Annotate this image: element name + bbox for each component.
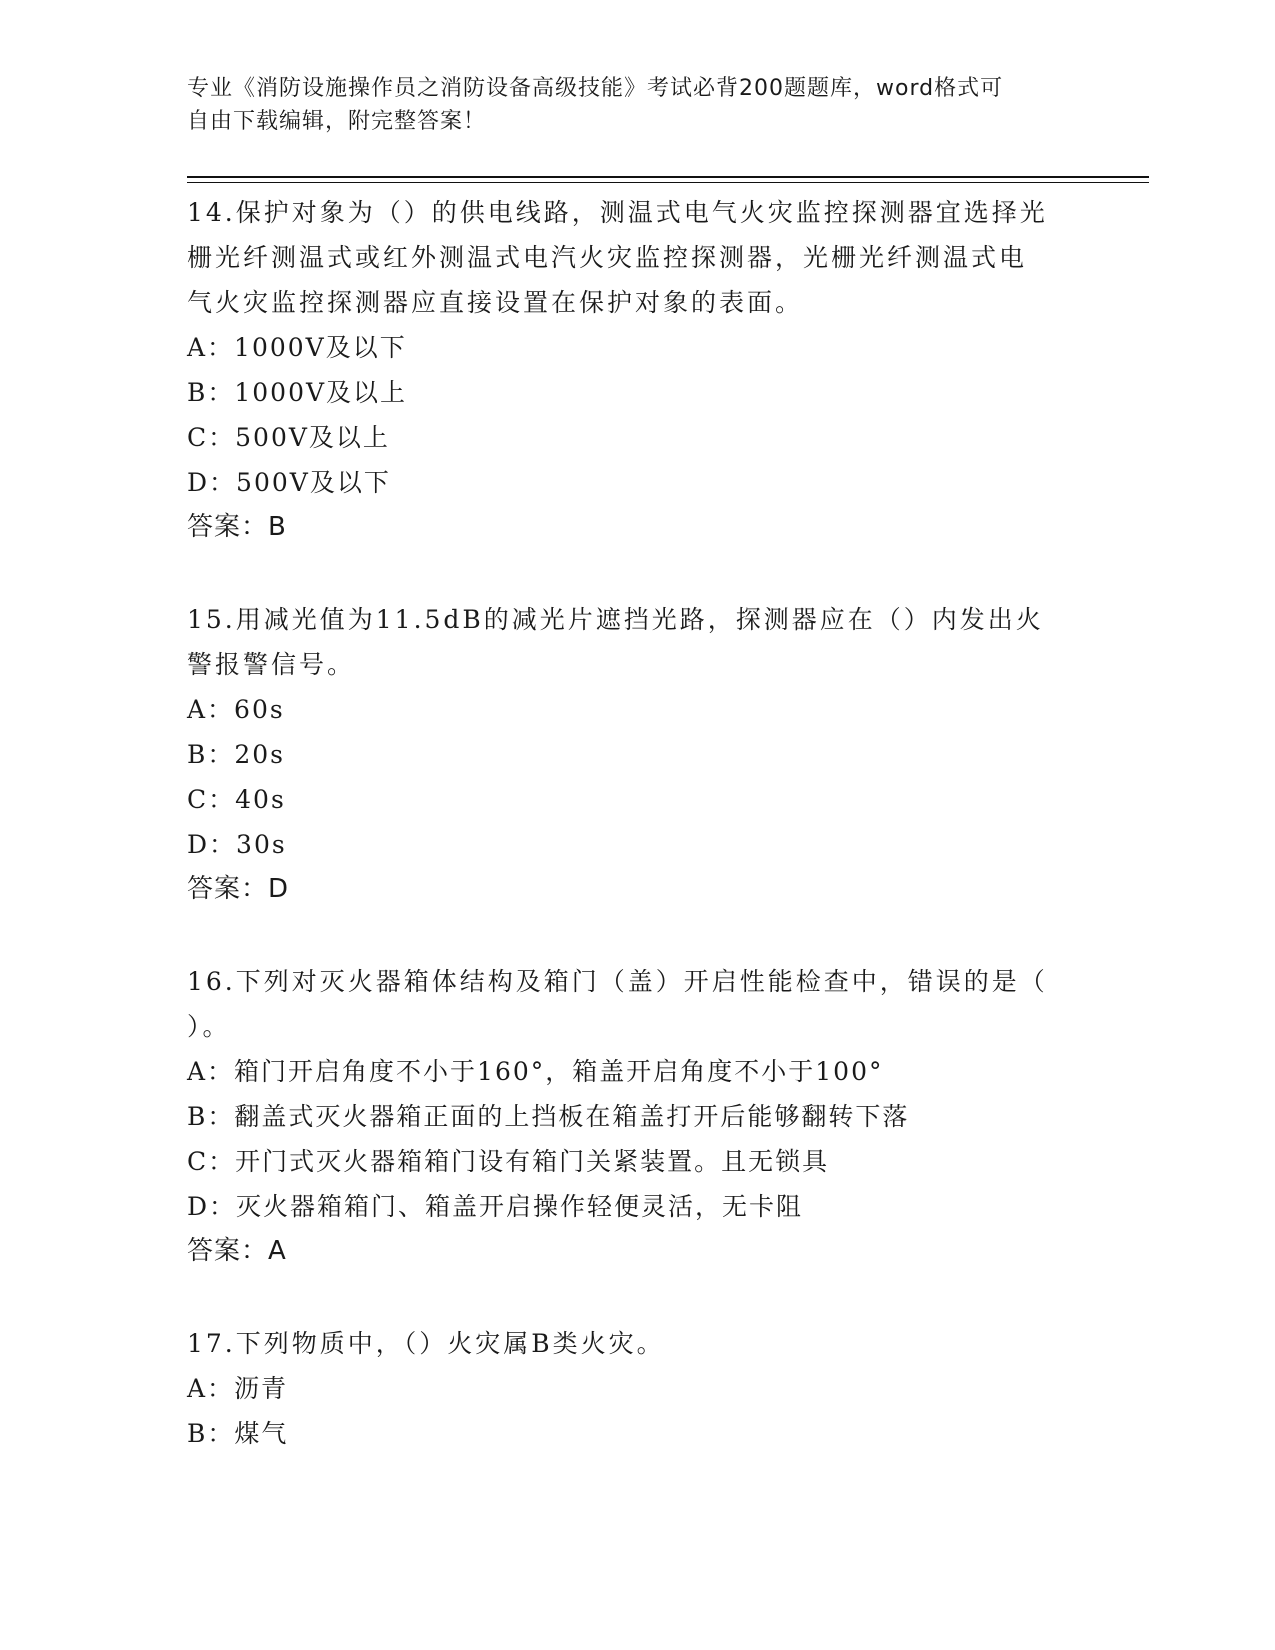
option-d: D：500V及以下 (187, 468, 391, 497)
question-stem-line: 16.下列对灭火器箱体结构及箱门（盖）开启性能检查中，错误的是（ (187, 967, 1048, 996)
question-block (187, 190, 1077, 550)
option-b: B：20s (187, 740, 286, 769)
question-block (187, 959, 1077, 1274)
document-header (187, 72, 1067, 138)
header-divider (187, 176, 1149, 183)
question-stem-line: ）。 (187, 1012, 231, 1041)
option-a: A：沥青 (187, 1374, 289, 1403)
option-c: C：开门式灭火器箱箱门设有箱门关紧装置。且无锁具 (187, 1147, 830, 1176)
header-title-line-2: 自由下载编辑，附完整答案！ (187, 109, 487, 134)
option-b: B：翻盖式灭火器箱正面的上挡板在箱盖打开后能够翻转下落 (187, 1102, 910, 1131)
question-spacer (187, 912, 1077, 959)
answer-line: 答案：B (187, 512, 287, 542)
question-stem-line: 17.下列物质中，（）火灾属B类火灾。 (187, 1329, 665, 1358)
question-stem-line: 14.保护对象为（）的供电线路，测温式电气火灾监控探测器宜选择光 (187, 198, 1048, 227)
question-spacer (187, 1274, 1077, 1321)
question-spacer (187, 550, 1077, 597)
answer-line: 答案：A (187, 1236, 287, 1266)
option-c: C：40s (187, 785, 286, 814)
option-a: A：1000V及以下 (187, 333, 407, 362)
question-stem-line: 警报警信号。 (187, 650, 356, 679)
question-stem-line: 15.用减光值为11.5dB的减光片遮挡光路，探测器应在（）内发出火 (187, 605, 1044, 634)
option-b: B：1000V及以上 (187, 378, 408, 407)
option-a: A：箱门开启角度不小于160°，箱盖开启角度不小于100° (187, 1057, 884, 1086)
question-block (187, 1321, 1077, 1456)
answer-line: 答案：D (187, 874, 290, 904)
option-d: D：灭火器箱箱门、箱盖开启操作轻便灵活，无卡阻 (187, 1192, 804, 1221)
question-block (187, 597, 1077, 912)
question-list (187, 190, 1077, 1456)
option-d: D：30s (187, 830, 287, 859)
option-a: A：60s (187, 695, 285, 724)
option-b: B：煤气 (187, 1419, 289, 1448)
header-title-line-1: 专业《消防设施操作员之消防设备高级技能》考试必背200题题库，word格式可 (187, 76, 1004, 101)
question-stem-line: 栅光纤测温式或红外测温式电汽火灾监控探测器，光栅光纤测温式电 (187, 243, 1028, 272)
question-stem-line: 气火灾监控探测器应直接设置在保护对象的表面。 (187, 288, 804, 317)
option-c: C：500V及以上 (187, 423, 390, 452)
